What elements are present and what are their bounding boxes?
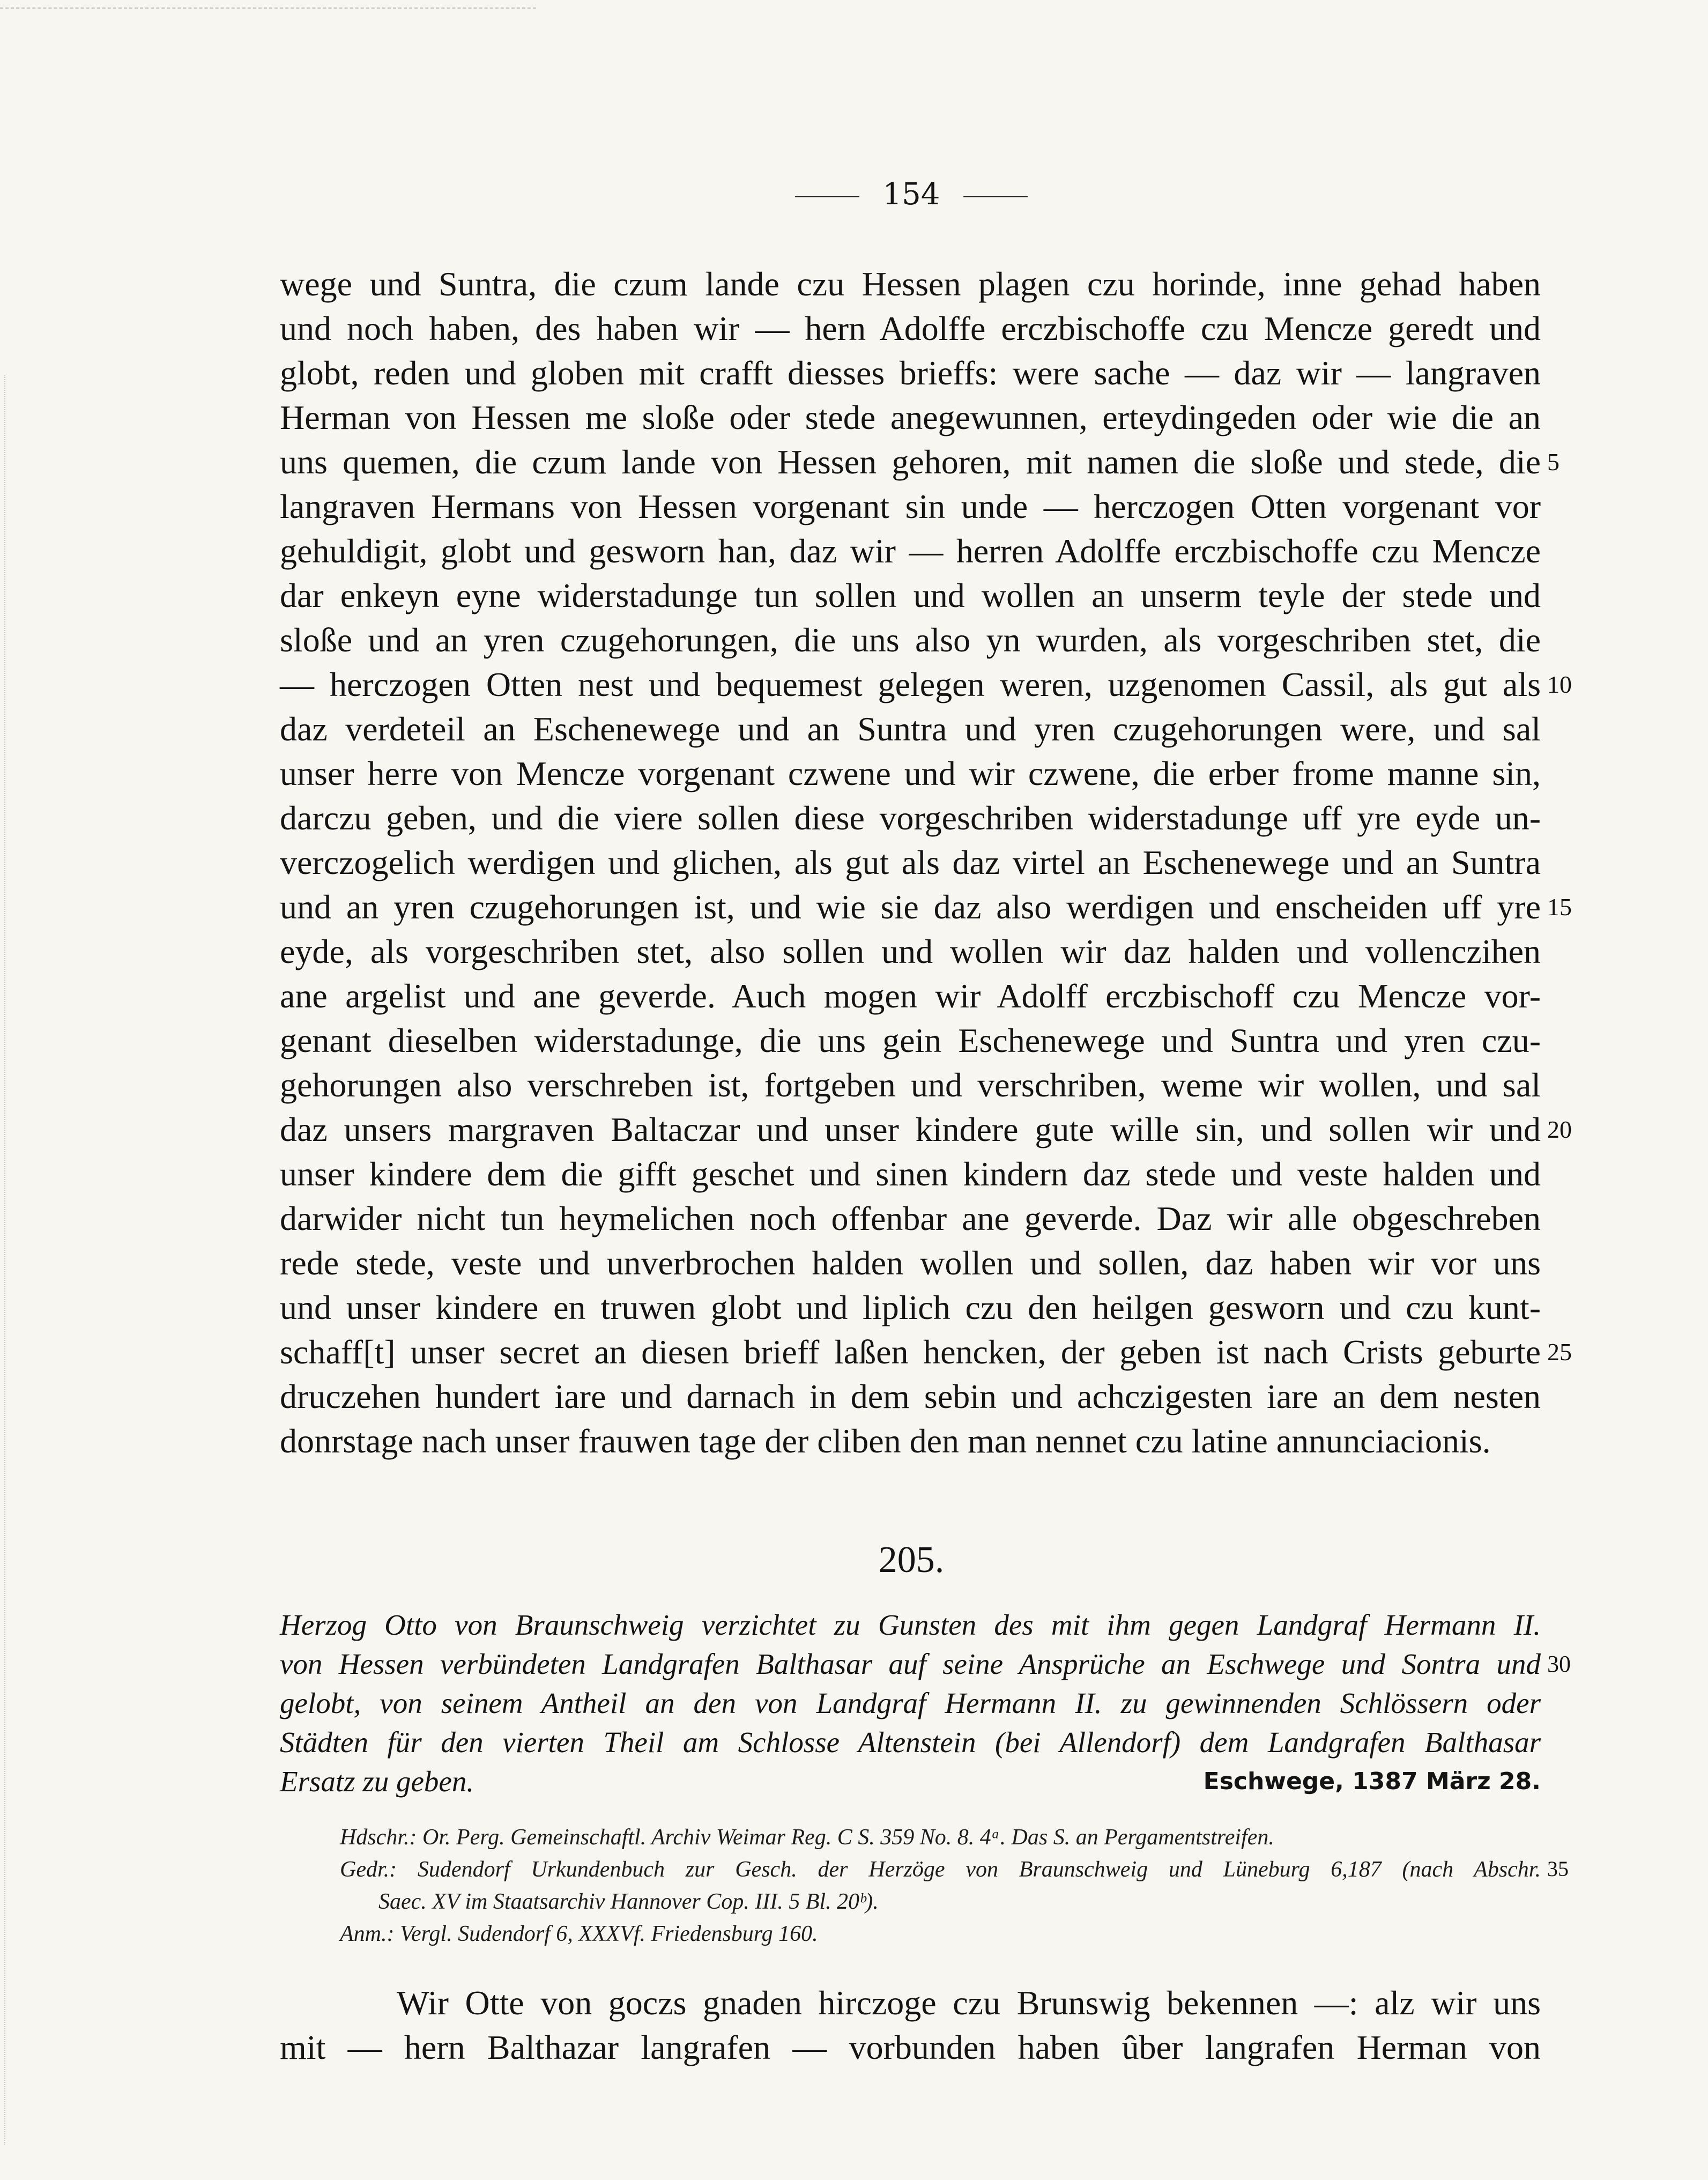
regest-line: Städten für den vierten Theil am Schlosse Altenstein (bei Allendorf) dem Landgrafen Balthasar <box>280 1726 1541 1759</box>
line-number: 5 <box>1547 448 1560 476</box>
line-number: 20 <box>1547 1116 1572 1143</box>
regest-line: gelobt, von seinem Antheil an den von Landgraf Hermann II. zu gewinnenden Schlössern oder <box>280 1687 1541 1719</box>
line-number: 15 <box>1547 893 1572 921</box>
line-number: 25 <box>1547 1338 1572 1366</box>
document-number: 205. <box>878 1539 945 1581</box>
regest-line: Ersatz zu geben. <box>280 1765 474 1798</box>
body-line: daz unsers margraven Baltaczar und unser kindere gute wille sin, und sollen wir und <box>280 1110 1541 1148</box>
line-number: 10 <box>1547 671 1572 698</box>
body-line: und unser kindere en truwen globt und liplich czu den heilgen gesworn und czu kunt- <box>280 1288 1541 1326</box>
regest-line: Herzog Otto von Braunschweig verzichtet zu Gunsten des mit ihm gegen Landgraf Hermann II. <box>280 1608 1541 1641</box>
body-line: eyde, als vorgeschriben stet, also sollen und wollen wir daz halden und vollenczihen <box>280 932 1541 970</box>
body-line: langraven Hermans von Hessen vorgenant sin unde — herczogen Otten vorgenant vor <box>280 487 1541 525</box>
body-line: daz verdeteil an Eschenewege und an Suntra und yren czugehorungen were, und sal <box>280 710 1541 748</box>
body-line: genant dieselben widerstadunge, die uns gein Eschenewege und Suntra und yren czu- <box>280 1021 1541 1059</box>
page-number: 154 <box>751 177 1072 212</box>
body-line: uns quemen, die czum lande von Hessen gehoren, mit namen die sloße und stede, die <box>280 443 1541 481</box>
body-line: — herczogen Otten nest und bequemest gelegen weren, uzgenomen Cassil, als gut als <box>280 665 1541 703</box>
apparatus-note: Anm.: Vergl. Sudendorf 6, XXXVf. Friedensburg 160. <box>340 1922 818 1946</box>
body-line: darwider nicht tun heymelichen noch offenbar ane geverde. Daz wir alle obgeschreben <box>280 1199 1541 1237</box>
body-line: rede stede, veste und unverbrochen halden wollen und sollen, daz haben wir vor uns <box>280 1244 1541 1282</box>
scan-top-edge-rule <box>0 8 536 9</box>
text-line: Wir Otte von goczs gnaden hirczoge czu Brunswig bekennen —: alz wir uns <box>397 1984 1541 2022</box>
body-line: Herman von Hessen me sloße oder stede anegewunnen, erteydingeden oder wie die an <box>280 398 1541 436</box>
scan-left-edge <box>4 375 5 2145</box>
line-number: 35 <box>1547 1857 1569 1881</box>
regest-line: von Hessen verbündeten Landgrafen Balthasar auf seine Ansprüche an Eschwege und Sontra und <box>280 1648 1541 1680</box>
body-line: ane argelist und ane geverde. Auch mogen wir Adolff erczbischoff czu Mencze vor- <box>280 977 1541 1015</box>
regest-date-place: Eschwege, 1387 März 28. <box>1203 1768 1541 1795</box>
body-line: dar enkeyn eyne widerstadunge tun sollen und wollen an unserm teyle der stede und <box>280 576 1541 614</box>
body-line: darczu geben, und die viere sollen diese vorgeschriben widerstadunge uff yre eyde un- <box>280 799 1541 837</box>
body-line: globt, reden und globen mit crafft diesses brieffs: were sache — daz wir — langraven <box>280 354 1541 392</box>
body-line: verczogelich werdigen und glichen, als gut als daz virtel an Eschenewege und an Suntra <box>280 843 1541 881</box>
text-line: mit — hern Balthazar langrafen — vorbunden haben ûber langrafen Herman von <box>280 2028 1541 2066</box>
body-line: druczehen hundert iare und darnach in dem sebin und achczigesten iare an dem nesten <box>280 1377 1541 1415</box>
body-line: wege und Suntra, die czum lande czu Hessen plagen czu horinde, inne gehad haben <box>280 265 1541 303</box>
body-line: schaff[t] unser secret an diesen brieff laßen hencken, der geben ist nach Crists geburte <box>280 1333 1541 1371</box>
body-line: unser kindere dem die gifft geschet und sinen kindern daz stede und veste halden und <box>280 1155 1541 1193</box>
apparatus-printed: Gedr.: Sudendorf Urkundenbuch zur Gesch. der Herzöge von Braunschweig und Lüneburg 6,187 (nach Abschr. <box>340 1857 1541 1882</box>
apparatus-printed-cont: Saec. XV im Staatsarchiv Hannover Cop. III. 5 Bl. 20ᵇ). <box>378 1889 879 1914</box>
body-line: sloße und an yren czugehorungen, die uns also yn wurden, als vorgeschriben stet, die <box>280 621 1541 659</box>
body-line: gehorungen also verschreben ist, fortgeben und verschriben, weme wir wollen, und sal <box>280 1066 1541 1104</box>
apparatus-manuscript: Hdschr.: Or. Perg. Gemeinschaftl. Archiv Weimar Reg. C S. 359 No. 8. 4ᵃ. Das S. an Pergamentstreifen. <box>340 1825 1274 1850</box>
body-line: und noch haben, des haben wir — hern Adolffe erczbischoffe czu Mencze geredt und <box>280 309 1541 347</box>
body-line: und an yren czugehorungen ist, und wie sie daz also werdigen und enscheiden uff yre <box>280 888 1541 926</box>
line-number: 30 <box>1547 1651 1571 1677</box>
body-line: donrstage nach unser frauwen tage der cliben den man nennet czu latine annunciacionis. <box>280 1422 1491 1460</box>
body-line: unser herre von Mencze vorgenant czwene und wir czwene, die erber frome manne sin, <box>280 754 1541 792</box>
body-line: gehuldigit, globt und gesworn han, daz wir — herren Adolffe erczbischoffe czu Mencze <box>280 532 1541 570</box>
